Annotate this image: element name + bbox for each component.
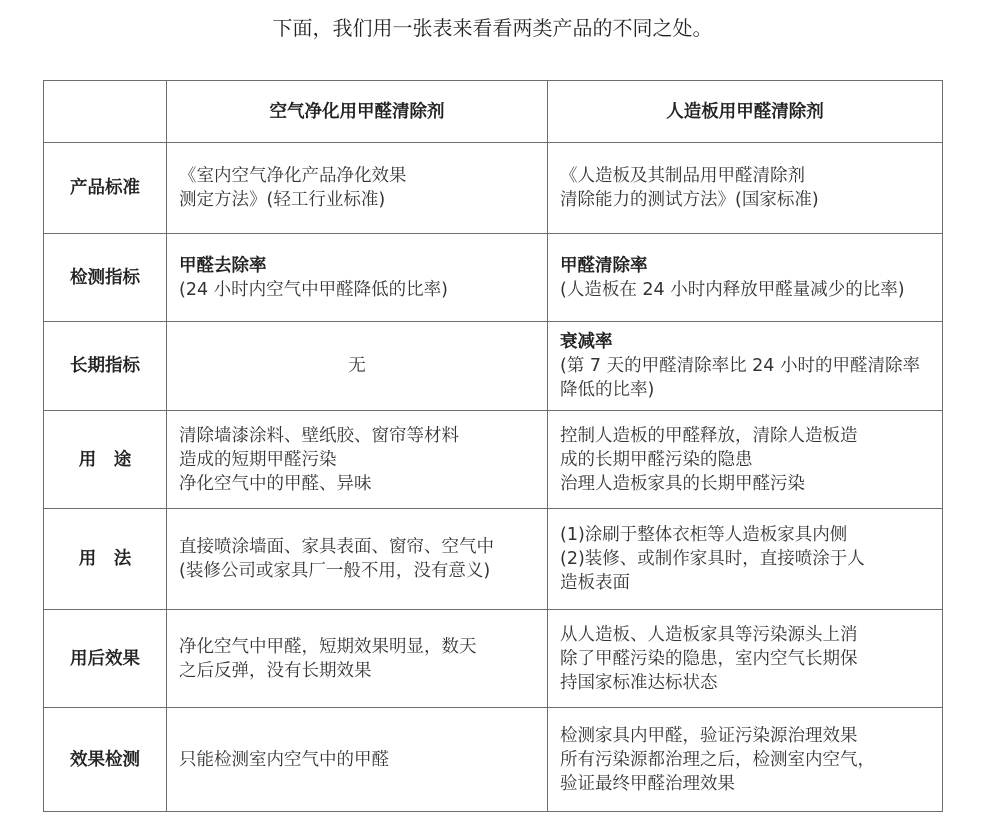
cell-line: 《人造板及其制品用甲醛清除剂 (560, 166, 805, 186)
table-row (44, 610, 943, 708)
cell-line: 清除能力的测试方法》(国家标准) (560, 190, 819, 210)
cell-line: 验证最终甲醛治理效果 (560, 773, 735, 794)
cell-line: 之后反弹，没有长期效果 (179, 660, 372, 681)
row-label-testing: 效果检测 (44, 708, 167, 812)
cell-line: 从人造板、人造板家具等污染源头上消 (560, 624, 858, 645)
header-wood-panel: 人造板用甲醛清除剂 (548, 81, 943, 143)
cell-air-indicator (167, 234, 548, 322)
cell-air-standard (167, 143, 548, 234)
cell-title: 甲醛清除率 (560, 255, 648, 276)
row-label-indicator: 检测指标 (44, 234, 167, 322)
cell-wood-method (548, 509, 943, 610)
cell-wood-indicator (548, 234, 943, 322)
header-air-purifier: 空气净化用甲醛清除剂 (167, 81, 548, 143)
cell-line: 直接喷涂墙面、家具表面、窗帘、空气中 (179, 537, 494, 557)
cell-line: 检测家具内甲醛，验证污染源治理效果 (560, 725, 858, 746)
cell-note: (第 7 天的甲醛清除率比 24 小时的甲醛清除率降低的比率) (560, 356, 920, 400)
cell-note: (人造板在 24 小时内释放甲醛量减少的比率) (560, 279, 905, 300)
cell-wood-long-term (548, 322, 943, 411)
cell-line: 控制人造板的甲醛释放，清除人造板造 (560, 425, 858, 446)
table-row (44, 143, 943, 234)
cell-note: (24 小时内空气中甲醛降低的比率) (179, 279, 448, 300)
cell-line: (装修公司或家具厂一般不用，没有意义) (179, 561, 491, 581)
cell-wood-testing (548, 708, 943, 812)
cell-wood-effect (548, 610, 943, 708)
row-label-method: 用 法 (44, 509, 167, 610)
cell-wood-standard (548, 143, 943, 234)
intro-text: 下面，我们用一张表来看看两类产品的不同之处。 (272, 16, 713, 40)
cell-line: 净化空气中甲醛，短期效果明显，数天 (179, 636, 477, 657)
cell-air-effect (167, 610, 548, 708)
table-row (44, 234, 943, 322)
table-row (44, 509, 943, 610)
cell-wood-usage (548, 411, 943, 509)
cell-line: 所有污染源都治理之后，检测室内空气， (560, 749, 875, 770)
cell-line: 治理人造板家具的长期甲醛污染 (560, 473, 805, 494)
cell-line: 造成的短期甲醛污染 (179, 449, 337, 470)
cell-title: 甲醛去除率 (179, 255, 267, 276)
row-label-standard: 产品标准 (44, 143, 167, 234)
cell-air-testing (167, 708, 548, 812)
cell-air-method (167, 509, 548, 610)
cell-line: 除了甲醛污染的隐患，室内空气长期保 (560, 648, 858, 669)
cell-line: 清除墙漆涂料、壁纸胶、窗帘等材料 (179, 425, 459, 446)
row-label-usage: 用 途 (44, 411, 167, 509)
cell-line: 持国家标准达标状态 (560, 672, 718, 693)
cell-line: (2)装修、或制作家具时，直接喷涂于人 (560, 549, 865, 569)
row-label-effect: 用后效果 (44, 610, 167, 708)
cell-air-long-term: 无 (167, 322, 548, 411)
cell-title: 衰减率 (560, 332, 613, 352)
cell-air-usage (167, 411, 548, 509)
cell-line: 造板表面 (560, 573, 630, 593)
cell-line: 测定方法》(轻工行业标准) (179, 190, 386, 210)
comparison-table (43, 80, 943, 812)
row-label-long-term: 长期指标 (44, 322, 167, 411)
cell-line: 只能检测室内空气中的甲醛 (179, 749, 389, 770)
table-row (44, 322, 943, 411)
cell-line: (1)涂刷于整体衣柜等人造板家具内侧 (560, 525, 848, 545)
table-header-row (44, 81, 943, 143)
table-row (44, 708, 943, 812)
cell-line: 净化空气中的甲醛、异味 (179, 473, 372, 494)
header-corner-cell (44, 81, 167, 143)
table-row (44, 411, 943, 509)
cell-line: 《室内空气净化产品净化效果 (179, 166, 407, 186)
cell-line: 成的长期甲醛污染的隐患 (560, 449, 753, 470)
